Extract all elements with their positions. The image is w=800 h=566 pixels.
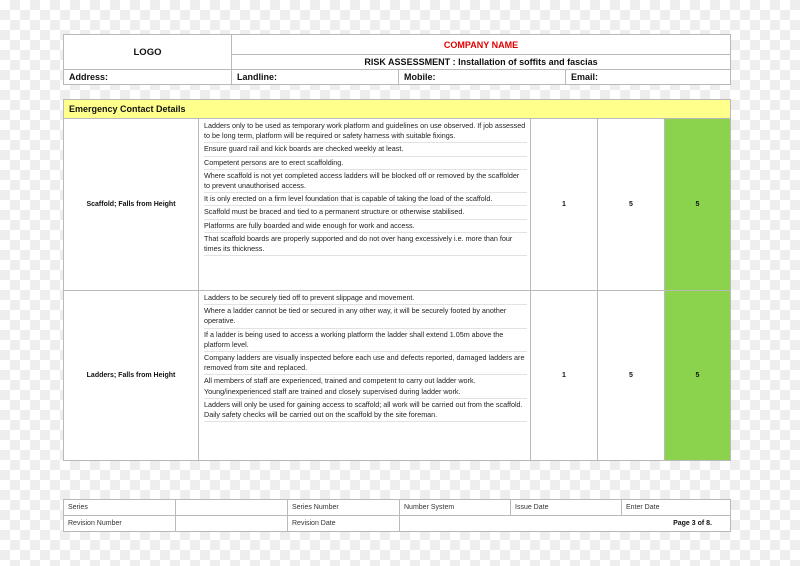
control-measure: Ensure guard rail and kick boards are checked weekly at least. <box>204 144 527 156</box>
severity-cell: 5 <box>598 291 665 461</box>
control-measure: Ladders to be securely tied off to prevent slippage and movement. <box>204 293 527 305</box>
address-label: Address: <box>64 70 232 85</box>
control-measure: That scaffold boards are properly supported and do not over hang excessively i.e. more than four times its thickness. <box>204 234 527 256</box>
control-measure: Ladders only to be used as temporary work platform and guidelines on use observed. If job assessed to be long term, platform will be required or safety harness with suitable fixings. <box>204 121 527 143</box>
footer-table <box>63 499 731 532</box>
control-measure: Where scaffold is not yet completed access ladders will be blocked off or removed by the scaffolder to prevent unauthorised access. <box>204 171 527 193</box>
control-measure: Ladders will only be used for gaining access to scaffold; all work will be carried out from the scaffold. Daily safety checks will be carried out on the scaffold by the site foreman. <box>204 400 527 422</box>
mobile-label: Mobile: <box>399 70 566 85</box>
controls-cell <box>199 119 531 291</box>
section-title: Emergency Contact Details <box>64 100 731 119</box>
series-value <box>176 500 288 516</box>
landline-label: Landline: <box>232 70 399 85</box>
severity-cell: 5 <box>598 119 665 291</box>
page-number: Page 3 of 8. <box>400 516 731 532</box>
number-system: Number System <box>400 500 511 516</box>
control-measure: Scaffold must be braced and tied to a permanent structure or otherwise stabilised. <box>204 207 527 219</box>
control-measure: All members of staff are experienced, trained and competent to carry out ladder work. Young/inexperienced staff are trained and closely supervised during ladder work. <box>204 376 527 398</box>
hazard-cell: Scaffold; Falls from Height <box>64 119 199 291</box>
hazard-cell: Ladders; Falls from Height <box>64 291 199 461</box>
risk-rating-cell: 5 <box>665 291 731 461</box>
assessment-title: RISK ASSESSMENT : Installation of soffits and fascias <box>232 55 731 70</box>
series-number-label: Series Number <box>288 500 400 516</box>
issue-date-label: Issue Date <box>511 500 622 516</box>
series-label: Series <box>64 500 176 516</box>
revision-number-value <box>176 516 288 532</box>
enter-date: Enter Date <box>622 500 731 516</box>
company-name: COMPANY NAME <box>232 35 731 55</box>
control-measure: Platforms are fully boarded and wide enough for work and access. <box>204 221 527 233</box>
control-measure: It is only erected on a firm level foundation that is capable of taking the load of the scaffold. <box>204 194 527 206</box>
email-label: Email: <box>566 70 731 85</box>
risk-rating-cell: 5 <box>665 119 731 291</box>
control-measure: Company ladders are visually inspected before each use and defects reported, damaged ladders are removed from site and replaced. <box>204 353 527 375</box>
likelihood-cell: 1 <box>531 119 598 291</box>
risk-table <box>63 99 731 461</box>
control-measure: Competent persons are to erect scaffolding. <box>204 158 527 170</box>
control-measure: If a ladder is being used to access a working platform the ladder shall extend 1.05m above the platform level. <box>204 330 527 352</box>
likelihood-cell: 1 <box>531 291 598 461</box>
logo: LOGO <box>64 35 232 70</box>
revision-date-label: Revision Date <box>288 516 400 532</box>
header-table <box>63 34 731 85</box>
control-measure: Where a ladder cannot be tied or secured in any other way, it will be securely footed by another operative. <box>204 306 527 328</box>
table-row <box>64 291 731 461</box>
table-row <box>64 119 731 291</box>
controls-cell <box>199 291 531 461</box>
revision-number-label: Revision Number <box>64 516 176 532</box>
